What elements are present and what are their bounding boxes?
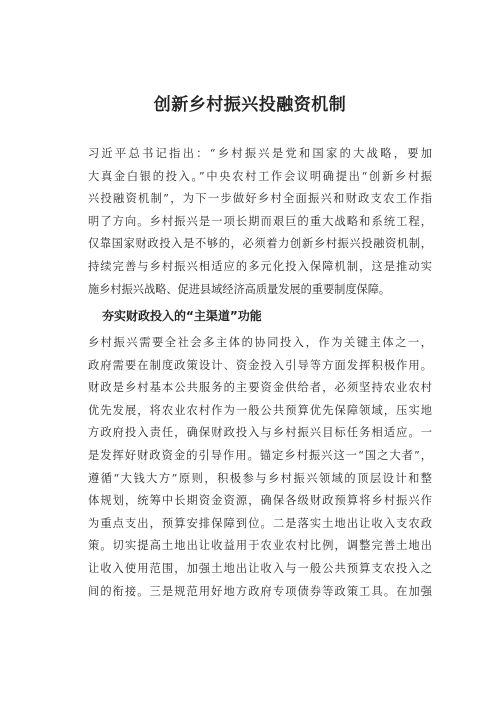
text-line: 间的衔接。三是规范用好地方政府专项债券等政策工具。在加强 <box>88 584 432 598</box>
text-line: 习近平总书记指出：“乡村振兴是党和国家的大战略，要加 <box>88 147 432 160</box>
section-heading: 夯实财政投入的“主渠道”功能 <box>102 309 262 323</box>
section-paragraph <box>88 332 432 603</box>
document-title: 创新乡村振兴投融资机制 <box>153 95 347 115</box>
text-line: 优先发展，将农业农村作为一般公共预算优先保障领域，压实地 <box>88 403 432 417</box>
text-line: 方政府投入责任，确保财政投入与乡村振兴目标任务相适应。一 <box>88 426 432 440</box>
text-line: 是发挥好财政资金的引导作用。锚定乡村振兴这一“国之大者”， <box>88 448 432 462</box>
text-line: 施乡村振兴战略、促进县域经济高质量发展的重要制度保障。 <box>88 282 391 296</box>
intro-paragraph <box>88 143 432 301</box>
text-line: 兴投融资机制”，为下一步做好乡村全面振兴和财政支农工作指 <box>88 192 432 206</box>
text-line: 持续完善与乡村振兴相适应的多元化投入保障机制，这是推动实 <box>88 259 432 273</box>
text-line: 让收入使用范围，加强土地出让收入与一般公共预算支农投入之 <box>88 561 432 575</box>
text-line: 为重点支出，预算安排保障到位。二是落实土地出让收入支农政 <box>88 516 432 530</box>
text-line: 遵循“大钱大方”原则，积极参与乡村振兴领域的顶层设计和整 <box>88 471 432 485</box>
text-line: 乡村振兴需要全社会多主体的协同投入，作为关键主体之一， <box>88 336 432 349</box>
text-line: 体规划，统筹中长期资金资源，确保各级财政预算将乡村振兴作 <box>88 494 432 508</box>
text-line: 明了方向。乡村振兴是一项长期而艰巨的重大战略和系统工程， <box>88 214 432 228</box>
text-line: 大真金白银的投入。”中央农村工作会议明确提出“创新乡村振 <box>88 169 432 183</box>
text-line: 财政是乡村基本公共服务的主要资金供给者，必须坚持农业农村 <box>88 381 432 395</box>
text-line: 策。切实提高土地出让收益用于农业农村比例，调整完善土地出 <box>88 539 432 553</box>
text-line: 仅靠国家财政投入是不够的，必须着力创新乡村振兴投融资机制， <box>88 237 432 251</box>
text-line: 政府需要在制度政策设计、资金投入引导等方面发挥积极作用。 <box>88 358 432 372</box>
